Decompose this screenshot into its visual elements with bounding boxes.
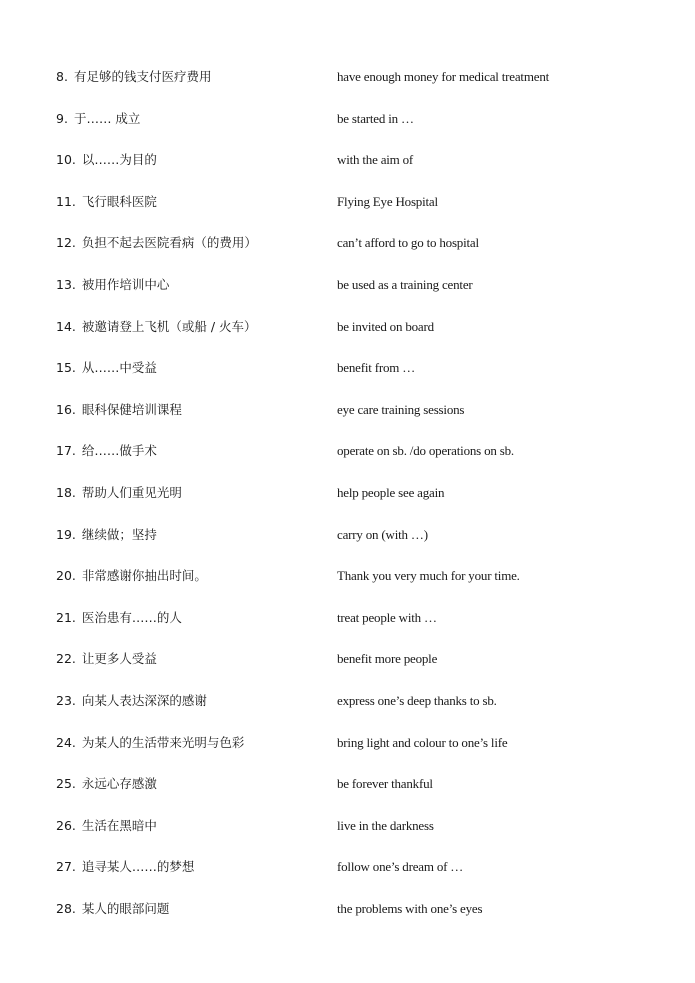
chinese-text: 给……做手术 xyxy=(81,443,157,459)
chinese-text: 于…… 成立 xyxy=(73,110,141,126)
chinese-phrase xyxy=(56,400,182,420)
item-number: 10. xyxy=(56,152,76,168)
english-phrase: treat people with … xyxy=(337,609,437,625)
english-phrase: benefit more people xyxy=(337,651,438,667)
chinese-phrase xyxy=(56,233,257,253)
item-number: 11. xyxy=(56,193,76,209)
item-number: 27. xyxy=(56,859,76,875)
item-number: 23. xyxy=(56,692,76,708)
item-number: 8. xyxy=(56,69,68,84)
chinese-text: 让更多人受益 xyxy=(81,651,157,667)
chinese-phrase xyxy=(56,649,157,669)
chinese-text: 以……为目的 xyxy=(81,152,157,168)
list-item xyxy=(0,358,695,400)
item-number: 20. xyxy=(56,568,76,584)
list-item xyxy=(0,317,695,359)
item-number: 16. xyxy=(56,401,76,417)
chinese-phrase xyxy=(56,441,157,461)
list-item xyxy=(0,566,695,608)
chinese-phrase xyxy=(56,608,182,628)
phrase-list xyxy=(0,67,695,940)
english-phrase: follow one’s dream of … xyxy=(337,859,464,875)
english-phrase: be invited on board xyxy=(337,318,434,334)
chinese-phrase xyxy=(56,733,244,753)
item-number: 19. xyxy=(56,526,76,542)
english-phrase: Thank you very much for your time. xyxy=(337,568,520,584)
chinese-text: 被用作培训中心 xyxy=(81,276,170,292)
chinese-text: 眼科保健培训课程 xyxy=(81,401,182,417)
chinese-text: 医治患有……的人 xyxy=(81,609,182,625)
chinese-phrase xyxy=(56,691,207,711)
chinese-phrase xyxy=(56,857,194,877)
item-number: 18. xyxy=(56,484,76,500)
chinese-text: 从……中受益 xyxy=(81,360,157,376)
chinese-text: 非常感谢你抽出时间。 xyxy=(81,568,207,584)
item-number: 21. xyxy=(56,609,76,625)
item-number: 13. xyxy=(56,276,76,292)
list-item xyxy=(0,109,695,151)
item-number: 14. xyxy=(56,318,76,334)
chinese-text: 有足够的钱支付医疗费用 xyxy=(73,69,212,84)
list-item xyxy=(0,483,695,525)
english-phrase: be forever thankful xyxy=(337,776,433,792)
item-number: 9. xyxy=(56,110,68,126)
chinese-phrase xyxy=(56,566,207,586)
english-phrase: be started in … xyxy=(337,110,414,126)
chinese-phrase xyxy=(56,358,157,378)
chinese-phrase xyxy=(56,150,157,170)
chinese-text: 为某人的生活带来光明与色彩 xyxy=(81,734,245,750)
english-phrase: the problems with one’s eyes xyxy=(337,900,483,916)
english-phrase: carry on (with …) xyxy=(337,526,428,542)
chinese-phrase xyxy=(56,774,157,794)
list-item xyxy=(0,192,695,234)
list-item xyxy=(0,67,695,109)
list-item xyxy=(0,774,695,816)
list-item xyxy=(0,150,695,192)
english-phrase: express one’s deep thanks to sb. xyxy=(337,692,497,708)
list-item xyxy=(0,691,695,733)
chinese-phrase xyxy=(56,525,157,545)
item-number: 25. xyxy=(56,776,76,792)
list-item xyxy=(0,233,695,275)
chinese-phrase xyxy=(56,899,169,919)
item-number: 26. xyxy=(56,817,76,833)
chinese-phrase xyxy=(56,317,257,337)
item-number: 22. xyxy=(56,651,76,667)
english-phrase: operate on sb. /do operations on sb. xyxy=(337,443,514,459)
chinese-text: 继续做；坚持 xyxy=(81,526,157,542)
chinese-text: 生活在黑暗中 xyxy=(81,817,157,833)
chinese-text: 永远心存感激 xyxy=(81,776,157,792)
english-phrase: be used as a training center xyxy=(337,276,473,292)
chinese-phrase xyxy=(56,483,182,503)
english-phrase: with the aim of xyxy=(337,152,414,168)
chinese-phrase xyxy=(56,192,157,212)
list-item xyxy=(0,275,695,317)
item-number: 24. xyxy=(56,734,76,750)
chinese-text: 帮助人们重见光明 xyxy=(81,484,182,500)
list-item xyxy=(0,899,695,941)
item-number: 17. xyxy=(56,443,76,459)
english-phrase: benefit from … xyxy=(337,360,416,376)
list-item xyxy=(0,441,695,483)
chinese-phrase xyxy=(56,275,169,295)
list-item xyxy=(0,400,695,442)
english-phrase: help people see again xyxy=(337,484,445,500)
list-item xyxy=(0,733,695,775)
chinese-text: 飞行眼科医院 xyxy=(81,193,157,209)
english-phrase: live in the darkness xyxy=(337,817,434,833)
chinese-text: 负担不起去医院看病（的费用） xyxy=(81,235,257,251)
list-item xyxy=(0,608,695,650)
english-phrase: can’t afford to go to hospital xyxy=(337,235,479,251)
english-phrase: bring light and colour to one’s life xyxy=(337,734,508,750)
chinese-text: 被邀请登上飞机（或船 / 火车） xyxy=(81,318,257,334)
list-item xyxy=(0,857,695,899)
chinese-phrase xyxy=(56,109,140,129)
item-number: 12. xyxy=(56,235,76,251)
english-phrase: eye care training sessions xyxy=(337,401,465,417)
english-phrase: have enough money for medical treatment xyxy=(337,69,550,84)
chinese-text: 向某人表达深深的感谢 xyxy=(81,692,207,708)
chinese-text: 某人的眼部问题 xyxy=(81,900,170,916)
chinese-phrase xyxy=(56,67,211,87)
chinese-phrase xyxy=(56,816,157,836)
list-item xyxy=(0,816,695,858)
list-item xyxy=(0,525,695,567)
item-number: 28. xyxy=(56,900,76,916)
english-phrase: Flying Eye Hospital xyxy=(337,193,438,209)
item-number: 15. xyxy=(56,360,76,376)
chinese-text: 追寻某人……的梦想 xyxy=(81,859,195,875)
list-item xyxy=(0,649,695,691)
